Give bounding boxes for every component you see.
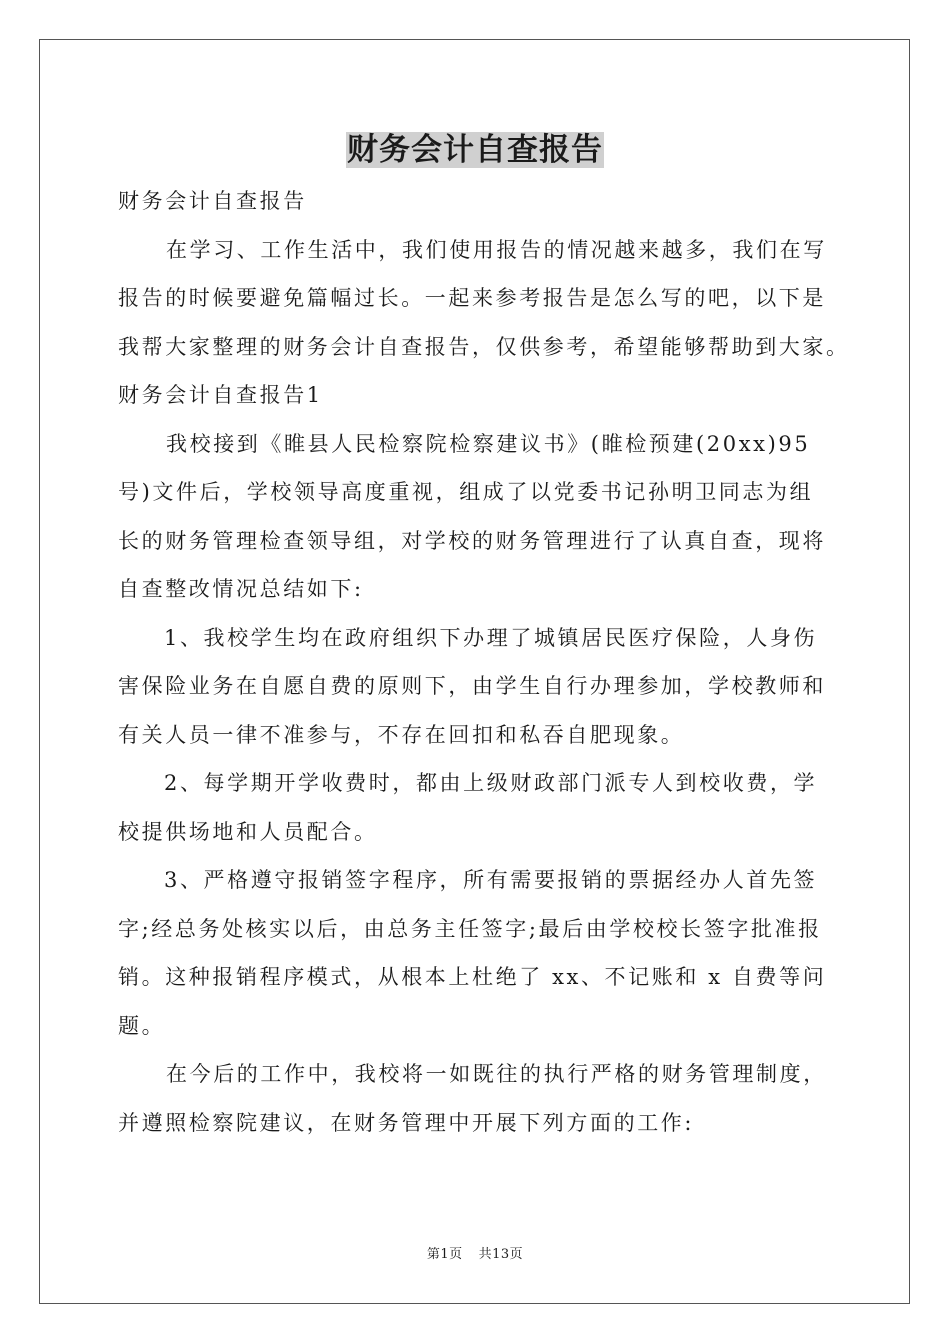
paragraph-line: 长的财务管理检查领导组，对学校的财务管理进行了认真自查，现将 (118, 528, 826, 553)
paragraph-line: 自查整改情况总结如下: (118, 577, 364, 601)
paragraph-line: 我校接到《睢县人民检察院检察建议书》(睢检预建(20xx)95 (166, 431, 811, 456)
document-title (0, 128, 950, 172)
list-item-line: 2、每学期开学收费时，都由上级财政部门派专人到校收费，学 (164, 771, 818, 795)
list-item-line: 有关人员一律不准参与，不存在回扣和私吞自肥现象。 (118, 722, 685, 747)
list-item-line: 字;经总务处核实以后，由总务主任签字;最后由学校校长签字批准报 (118, 916, 822, 941)
list-item-line: 销。这种报销程序模式，从根本上杜绝了 xx、不记账和 x 自费等问 (118, 965, 827, 989)
document-title-text: 财务会计自查报告 (347, 132, 603, 168)
list-item-line: 3、严格遵守报销签字程序，所有需要报销的票据经办人首先签 (164, 868, 818, 892)
paragraph-line: 在学习、工作生活中，我们使用报告的情况越来越多，我们在写 (166, 237, 827, 262)
page-total: 共13页 (478, 1247, 524, 1262)
list-item-line: 1、我校学生均在政府组织下办理了城镇居民医疗保险，人身伤 (164, 625, 818, 650)
page-footer (0, 1246, 950, 1264)
paragraph-line: 报告的时候要避免篇幅过长。一起来参考报告是怎么写的吧，以下是 (118, 286, 826, 310)
section-heading: 财务会计自查报告1 (118, 383, 323, 407)
document-body (118, 177, 850, 1147)
list-item-line: 题。 (118, 1013, 166, 1038)
list-item-line: 害保险业务在自愿自费的原则下，由学生自行办理参加，学校教师和 (118, 674, 826, 698)
paragraph-line: 在今后的工作中，我校将一如既往的执行严格的财务管理制度， (166, 1062, 827, 1086)
paragraph-line: 号)文件后，学校领导高度重视，组成了以党委书记孙明卫同志为组 (118, 480, 814, 504)
paragraph-line: 并遵照检察院建议，在财务管理中开展下列方面的工作: (118, 1110, 695, 1135)
subtitle-line: 财务会计自查报告 (118, 189, 307, 213)
list-item-line: 校提供场地和人员配合。 (118, 819, 378, 844)
paragraph-line: 我帮大家整理的财务会计自查报告，仅供参考，希望能够帮助到大家。 (118, 334, 850, 359)
page-number: 第1页 (426, 1247, 463, 1262)
